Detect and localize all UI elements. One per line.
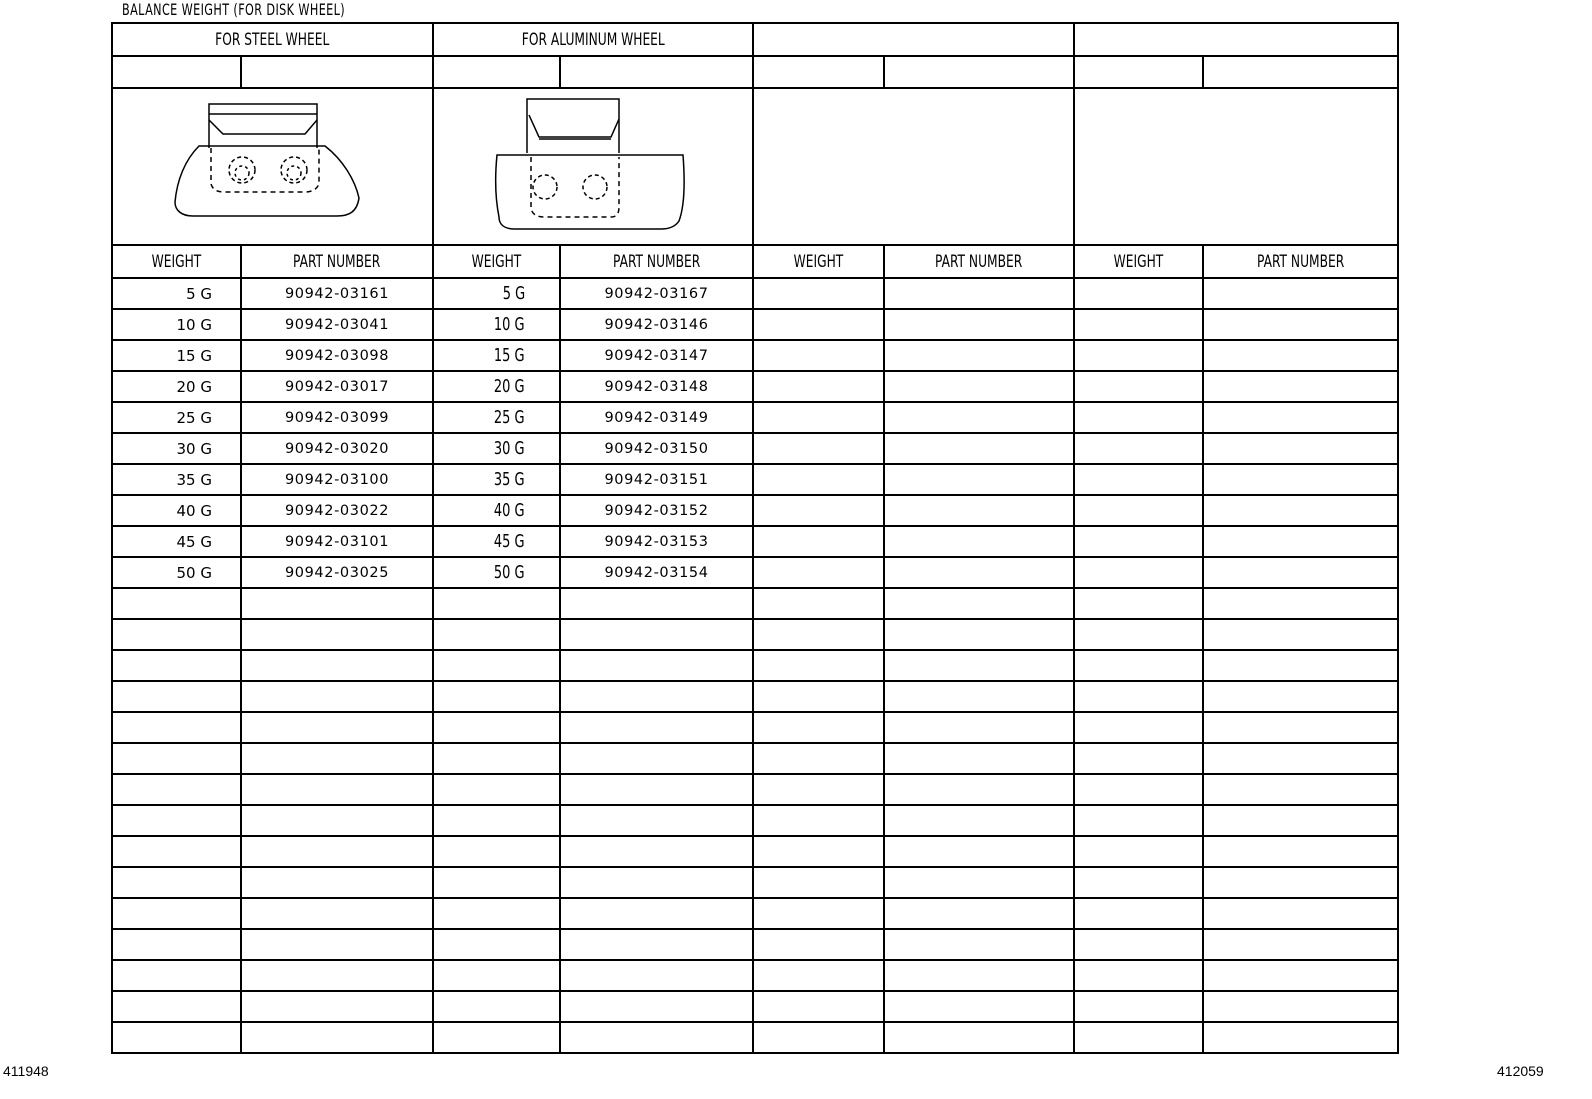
- table-row: [112, 805, 1398, 836]
- blank-cell: [1203, 340, 1398, 371]
- sub-header-row: [112, 56, 1398, 88]
- section-blank-4-header: [1074, 23, 1398, 56]
- blank-cell: [1203, 960, 1398, 991]
- part-number-column-header: [1203, 245, 1398, 278]
- blank-cell: [884, 402, 1074, 433]
- aluminum-part-number-cell: 90942-03148: [560, 371, 753, 402]
- balance-weight-table: [111, 22, 1399, 1054]
- aluminum-weight-cell: [433, 309, 560, 340]
- blank-cell: [753, 681, 884, 712]
- blank-cell: [753, 340, 884, 371]
- table-row: [112, 526, 1398, 557]
- steel-part-number-cell: 90942-03022: [241, 495, 433, 526]
- steel-part-number-cell: [241, 929, 433, 960]
- table-row: [112, 1022, 1398, 1053]
- table-row: [112, 402, 1398, 433]
- steel-clip-weight-illustration: [173, 102, 373, 232]
- section-steel-label: FOR STEEL WHEEL: [215, 29, 330, 50]
- aluminum-part-number-cell: [560, 929, 753, 960]
- steel-part-number-cell: [241, 712, 433, 743]
- blank-cell: [112, 56, 241, 88]
- steel-weight-cell: [112, 743, 241, 774]
- aluminum-part-number-cell: [560, 712, 753, 743]
- part-number-column-header: [884, 245, 1074, 278]
- aluminum-part-number-cell: 90942-03147: [560, 340, 753, 371]
- aluminum-weight-cell: [433, 867, 560, 898]
- blank-cell: [1074, 557, 1203, 588]
- blank-cell: [1203, 805, 1398, 836]
- blank-cell: [884, 588, 1074, 619]
- steel-weight-cell: 15 G: [112, 340, 241, 371]
- blank-cell: [753, 712, 884, 743]
- blank-cell: [1074, 774, 1203, 805]
- table-row: [112, 991, 1398, 1022]
- table-row: [112, 650, 1398, 681]
- steel-weight-cell: 25 G: [112, 402, 241, 433]
- weight-column-label: WEIGHT: [1113, 251, 1164, 272]
- blank-cell: [1074, 929, 1203, 960]
- blank-cell: [753, 650, 884, 681]
- steel-illustration-cell: [112, 88, 433, 245]
- steel-weight-cell: [112, 898, 241, 929]
- part-number-column-header: [241, 245, 433, 278]
- aluminum-weight-cell: [433, 433, 560, 464]
- blank-cell: [1074, 371, 1203, 402]
- steel-weight-cell: [112, 681, 241, 712]
- blank-cell: [884, 805, 1074, 836]
- steel-weight-cell: 40 G: [112, 495, 241, 526]
- blank-cell: [884, 991, 1074, 1022]
- aluminum-part-number-cell: [560, 743, 753, 774]
- steel-weight-cell: 10 G: [112, 309, 241, 340]
- column-header-row: [112, 245, 1398, 278]
- blank-cell: [884, 743, 1074, 774]
- blank-cell: [1074, 805, 1203, 836]
- blank-illustration-cell: [753, 88, 1074, 245]
- blank-illustration-cell: [1074, 88, 1398, 245]
- steel-part-number-cell: [241, 743, 433, 774]
- aluminum-part-number-cell: [560, 650, 753, 681]
- blank-cell: [1203, 867, 1398, 898]
- table-row: [112, 898, 1398, 929]
- aluminum-weight-value: 15 G: [494, 345, 525, 366]
- blank-cell: [753, 743, 884, 774]
- aluminum-weight-cell: [433, 557, 560, 588]
- aluminum-part-number-cell: 90942-03154: [560, 557, 753, 588]
- blank-cell: [1203, 557, 1398, 588]
- aluminum-part-number-cell: [560, 836, 753, 867]
- steel-weight-cell: [112, 960, 241, 991]
- blank-cell: [753, 836, 884, 867]
- aluminum-part-number-cell: [560, 619, 753, 650]
- steel-weight-cell: 5 G: [112, 278, 241, 309]
- blank-cell: [753, 278, 884, 309]
- blank-cell: [753, 774, 884, 805]
- blank-cell: [1074, 309, 1203, 340]
- table-row: [112, 557, 1398, 588]
- blank-cell: [1203, 1022, 1398, 1053]
- steel-weight-cell: [112, 836, 241, 867]
- blank-cell: [1074, 867, 1203, 898]
- blank-cell: [1074, 526, 1203, 557]
- blank-cell: [1203, 929, 1398, 960]
- steel-part-number-cell: 90942-03099: [241, 402, 433, 433]
- aluminum-weight-value: 35 G: [494, 469, 525, 490]
- blank-cell: [884, 867, 1074, 898]
- table-row: [112, 681, 1398, 712]
- blank-cell: [1074, 402, 1203, 433]
- aluminum-clip-weight-illustration: [493, 97, 693, 237]
- aluminum-weight-cell: [433, 743, 560, 774]
- weight-column-header: [112, 245, 241, 278]
- blank-cell: [1074, 56, 1203, 88]
- aluminum-part-number-cell: 90942-03150: [560, 433, 753, 464]
- table-row: [112, 743, 1398, 774]
- aluminum-weight-cell: [433, 619, 560, 650]
- steel-part-number-cell: [241, 836, 433, 867]
- aluminum-part-number-cell: [560, 867, 753, 898]
- aluminum-weight-cell: [433, 681, 560, 712]
- aluminum-part-number-cell: [560, 960, 753, 991]
- table-row: [112, 867, 1398, 898]
- aluminum-weight-cell: [433, 774, 560, 805]
- blank-cell: [753, 898, 884, 929]
- parts-table-body: [112, 278, 1398, 1053]
- blank-cell: [753, 867, 884, 898]
- blank-cell: [884, 495, 1074, 526]
- steel-part-number-cell: 90942-03101: [241, 526, 433, 557]
- section-blank-3-header: [753, 23, 1074, 56]
- blank-cell: [1203, 588, 1398, 619]
- part-number-column-label: PART NUMBER: [293, 251, 381, 272]
- blank-cell: [1203, 464, 1398, 495]
- blank-cell: [753, 619, 884, 650]
- part-number-column-label: PART NUMBER: [612, 251, 701, 272]
- blank-cell: [560, 56, 753, 88]
- aluminum-weight-cell: [433, 836, 560, 867]
- steel-weight-cell: [112, 867, 241, 898]
- blank-cell: [753, 56, 884, 88]
- blank-cell: [753, 1022, 884, 1053]
- aluminum-weight-value: 10 G: [494, 314, 525, 335]
- blank-cell: [1074, 433, 1203, 464]
- aluminum-weight-value: 25 G: [494, 407, 525, 428]
- blank-cell: [1074, 588, 1203, 619]
- blank-cell: [1203, 898, 1398, 929]
- table-row: [112, 774, 1398, 805]
- blank-cell: [1074, 1022, 1203, 1053]
- steel-part-number-cell: [241, 650, 433, 681]
- blank-cell: [1203, 495, 1398, 526]
- aluminum-weight-cell: [433, 464, 560, 495]
- table-row: [112, 929, 1398, 960]
- part-number-column-label: PART NUMBER: [935, 251, 1023, 272]
- aluminum-weight-cell: [433, 402, 560, 433]
- steel-part-number-cell: [241, 805, 433, 836]
- steel-weight-cell: [112, 929, 241, 960]
- aluminum-weight-cell: [433, 588, 560, 619]
- blank-cell: [753, 929, 884, 960]
- blank-cell: [1074, 495, 1203, 526]
- document-title: BALANCE WEIGHT (FOR DISK WHEEL): [122, 0, 346, 19]
- aluminum-weight-cell: [433, 371, 560, 402]
- steel-part-number-cell: [241, 619, 433, 650]
- blank-cell: [753, 991, 884, 1022]
- aluminum-weight-cell: [433, 526, 560, 557]
- steel-weight-cell: 50 G: [112, 557, 241, 588]
- aluminum-part-number-cell: [560, 991, 753, 1022]
- section-steel-header: [112, 23, 433, 56]
- aluminum-weight-cell: [433, 495, 560, 526]
- blank-cell: [884, 340, 1074, 371]
- steel-weight-cell: [112, 650, 241, 681]
- blank-cell: [1203, 991, 1398, 1022]
- blank-cell: [753, 464, 884, 495]
- blank-cell: [884, 433, 1074, 464]
- aluminum-illustration-cell: [433, 88, 753, 245]
- blank-cell: [1203, 681, 1398, 712]
- blank-cell: [1203, 650, 1398, 681]
- aluminum-weight-value: 20 G: [494, 376, 525, 397]
- blank-cell: [1074, 960, 1203, 991]
- blank-cell: [884, 712, 1074, 743]
- steel-part-number-cell: 90942-03100: [241, 464, 433, 495]
- table-row: [112, 588, 1398, 619]
- blank-cell: [884, 960, 1074, 991]
- table-row: [112, 712, 1398, 743]
- aluminum-part-number-cell: [560, 774, 753, 805]
- steel-part-number-cell: [241, 774, 433, 805]
- blank-cell: [1203, 743, 1398, 774]
- footer-right-id: 412059: [1497, 1063, 1544, 1079]
- aluminum-part-number-cell: 90942-03146: [560, 309, 753, 340]
- aluminum-weight-value: 50 G: [494, 562, 525, 583]
- blank-cell: [1203, 56, 1398, 88]
- aluminum-weight-cell: [433, 650, 560, 681]
- steel-part-number-cell: 90942-03025: [241, 557, 433, 588]
- steel-part-number-cell: [241, 588, 433, 619]
- aluminum-weight-cell: [433, 991, 560, 1022]
- blank-cell: [884, 774, 1074, 805]
- steel-weight-cell: [112, 774, 241, 805]
- steel-weight-cell: [112, 991, 241, 1022]
- weight-column-header: [433, 245, 560, 278]
- steel-weight-cell: 35 G: [112, 464, 241, 495]
- aluminum-weight-cell: [433, 278, 560, 309]
- blank-cell: [1203, 836, 1398, 867]
- steel-part-number-cell: [241, 991, 433, 1022]
- steel-part-number-cell: 90942-03020: [241, 433, 433, 464]
- blank-cell: [1074, 464, 1203, 495]
- blank-cell: [753, 588, 884, 619]
- table-row: [112, 960, 1398, 991]
- steel-part-number-cell: 90942-03161: [241, 278, 433, 309]
- steel-weight-cell: 45 G: [112, 526, 241, 557]
- aluminum-weight-cell: [433, 929, 560, 960]
- blank-cell: [1203, 774, 1398, 805]
- aluminum-weight-cell: [433, 960, 560, 991]
- blank-cell: [1203, 619, 1398, 650]
- blank-cell: [1074, 836, 1203, 867]
- part-number-column-label: PART NUMBER: [1256, 251, 1345, 272]
- section-header-row: [112, 23, 1398, 56]
- section-aluminum-label: FOR ALUMINUM WHEEL: [521, 29, 665, 50]
- weight-column-header: [1074, 245, 1203, 278]
- steel-part-number-cell: [241, 1022, 433, 1053]
- illustration-row: [112, 88, 1398, 245]
- blank-cell: [884, 929, 1074, 960]
- aluminum-part-number-cell: 90942-03151: [560, 464, 753, 495]
- blank-cell: [753, 402, 884, 433]
- steel-part-number-cell: [241, 960, 433, 991]
- blank-cell: [753, 960, 884, 991]
- aluminum-part-number-cell: 90942-03153: [560, 526, 753, 557]
- aluminum-part-number-cell: [560, 681, 753, 712]
- steel-part-number-cell: 90942-03041: [241, 309, 433, 340]
- blank-cell: [884, 650, 1074, 681]
- blank-cell: [1203, 526, 1398, 557]
- aluminum-part-number-cell: [560, 588, 753, 619]
- blank-cell: [884, 278, 1074, 309]
- table-row: [112, 836, 1398, 867]
- aluminum-part-number-cell: [560, 805, 753, 836]
- blank-cell: [753, 805, 884, 836]
- steel-part-number-cell: [241, 681, 433, 712]
- steel-part-number-cell: [241, 867, 433, 898]
- blank-cell: [753, 309, 884, 340]
- aluminum-weight-cell: [433, 340, 560, 371]
- aluminum-weight-value: 5 G: [502, 283, 525, 304]
- blank-cell: [1074, 991, 1203, 1022]
- blank-cell: [884, 619, 1074, 650]
- blank-cell: [884, 309, 1074, 340]
- steel-part-number-cell: 90942-03098: [241, 340, 433, 371]
- weight-column-label: WEIGHT: [151, 251, 202, 272]
- blank-cell: [753, 557, 884, 588]
- aluminum-weight-cell: [433, 1022, 560, 1053]
- table-row: [112, 309, 1398, 340]
- blank-cell: [753, 495, 884, 526]
- blank-cell: [1074, 743, 1203, 774]
- blank-cell: [884, 56, 1074, 88]
- steel-part-number-cell: 90942-03017: [241, 371, 433, 402]
- weight-column-label: WEIGHT: [471, 251, 522, 272]
- steel-weight-cell: 20 G: [112, 371, 241, 402]
- blank-cell: [241, 56, 433, 88]
- aluminum-part-number-cell: [560, 898, 753, 929]
- steel-weight-cell: [112, 588, 241, 619]
- table-row: [112, 278, 1398, 309]
- aluminum-part-number-cell: 90942-03152: [560, 495, 753, 526]
- aluminum-part-number-cell: 90942-03149: [560, 402, 753, 433]
- steel-weight-cell: [112, 619, 241, 650]
- blank-cell: [433, 56, 560, 88]
- blank-cell: [1203, 433, 1398, 464]
- blank-cell: [1203, 402, 1398, 433]
- steel-weight-cell: [112, 712, 241, 743]
- table-row: [112, 619, 1398, 650]
- weight-column-header: [753, 245, 884, 278]
- blank-cell: [1074, 278, 1203, 309]
- table-row: [112, 371, 1398, 402]
- blank-cell: [1074, 340, 1203, 371]
- table-row: [112, 495, 1398, 526]
- blank-cell: [1074, 712, 1203, 743]
- blank-cell: [753, 371, 884, 402]
- blank-cell: [1203, 371, 1398, 402]
- blank-cell: [1203, 278, 1398, 309]
- aluminum-weight-value: 40 G: [494, 500, 525, 521]
- blank-cell: [884, 371, 1074, 402]
- aluminum-weight-cell: [433, 712, 560, 743]
- blank-cell: [753, 433, 884, 464]
- steel-weight-cell: 30 G: [112, 433, 241, 464]
- steel-weight-cell: [112, 805, 241, 836]
- aluminum-weight-cell: [433, 805, 560, 836]
- blank-cell: [884, 681, 1074, 712]
- aluminum-weight-cell: [433, 898, 560, 929]
- blank-cell: [1074, 681, 1203, 712]
- aluminum-part-number-cell: 90942-03167: [560, 278, 753, 309]
- table-row: [112, 433, 1398, 464]
- blank-cell: [1203, 309, 1398, 340]
- aluminum-part-number-cell: [560, 1022, 753, 1053]
- blank-cell: [884, 526, 1074, 557]
- section-aluminum-header: [433, 23, 753, 56]
- blank-cell: [884, 464, 1074, 495]
- steel-part-number-cell: [241, 898, 433, 929]
- blank-cell: [1074, 619, 1203, 650]
- blank-cell: [753, 526, 884, 557]
- aluminum-weight-value: 30 G: [494, 438, 525, 459]
- part-number-column-header: [560, 245, 753, 278]
- blank-cell: [1074, 898, 1203, 929]
- blank-cell: [884, 557, 1074, 588]
- weight-column-label: WEIGHT: [793, 251, 844, 272]
- blank-cell: [884, 836, 1074, 867]
- table-row: [112, 464, 1398, 495]
- aluminum-weight-value: 45 G: [494, 531, 525, 552]
- blank-cell: [1203, 712, 1398, 743]
- blank-cell: [884, 898, 1074, 929]
- table-row: [112, 340, 1398, 371]
- footer-left-id: 411948: [3, 1063, 49, 1079]
- steel-weight-cell: [112, 1022, 241, 1053]
- blank-cell: [884, 1022, 1074, 1053]
- blank-cell: [1074, 650, 1203, 681]
